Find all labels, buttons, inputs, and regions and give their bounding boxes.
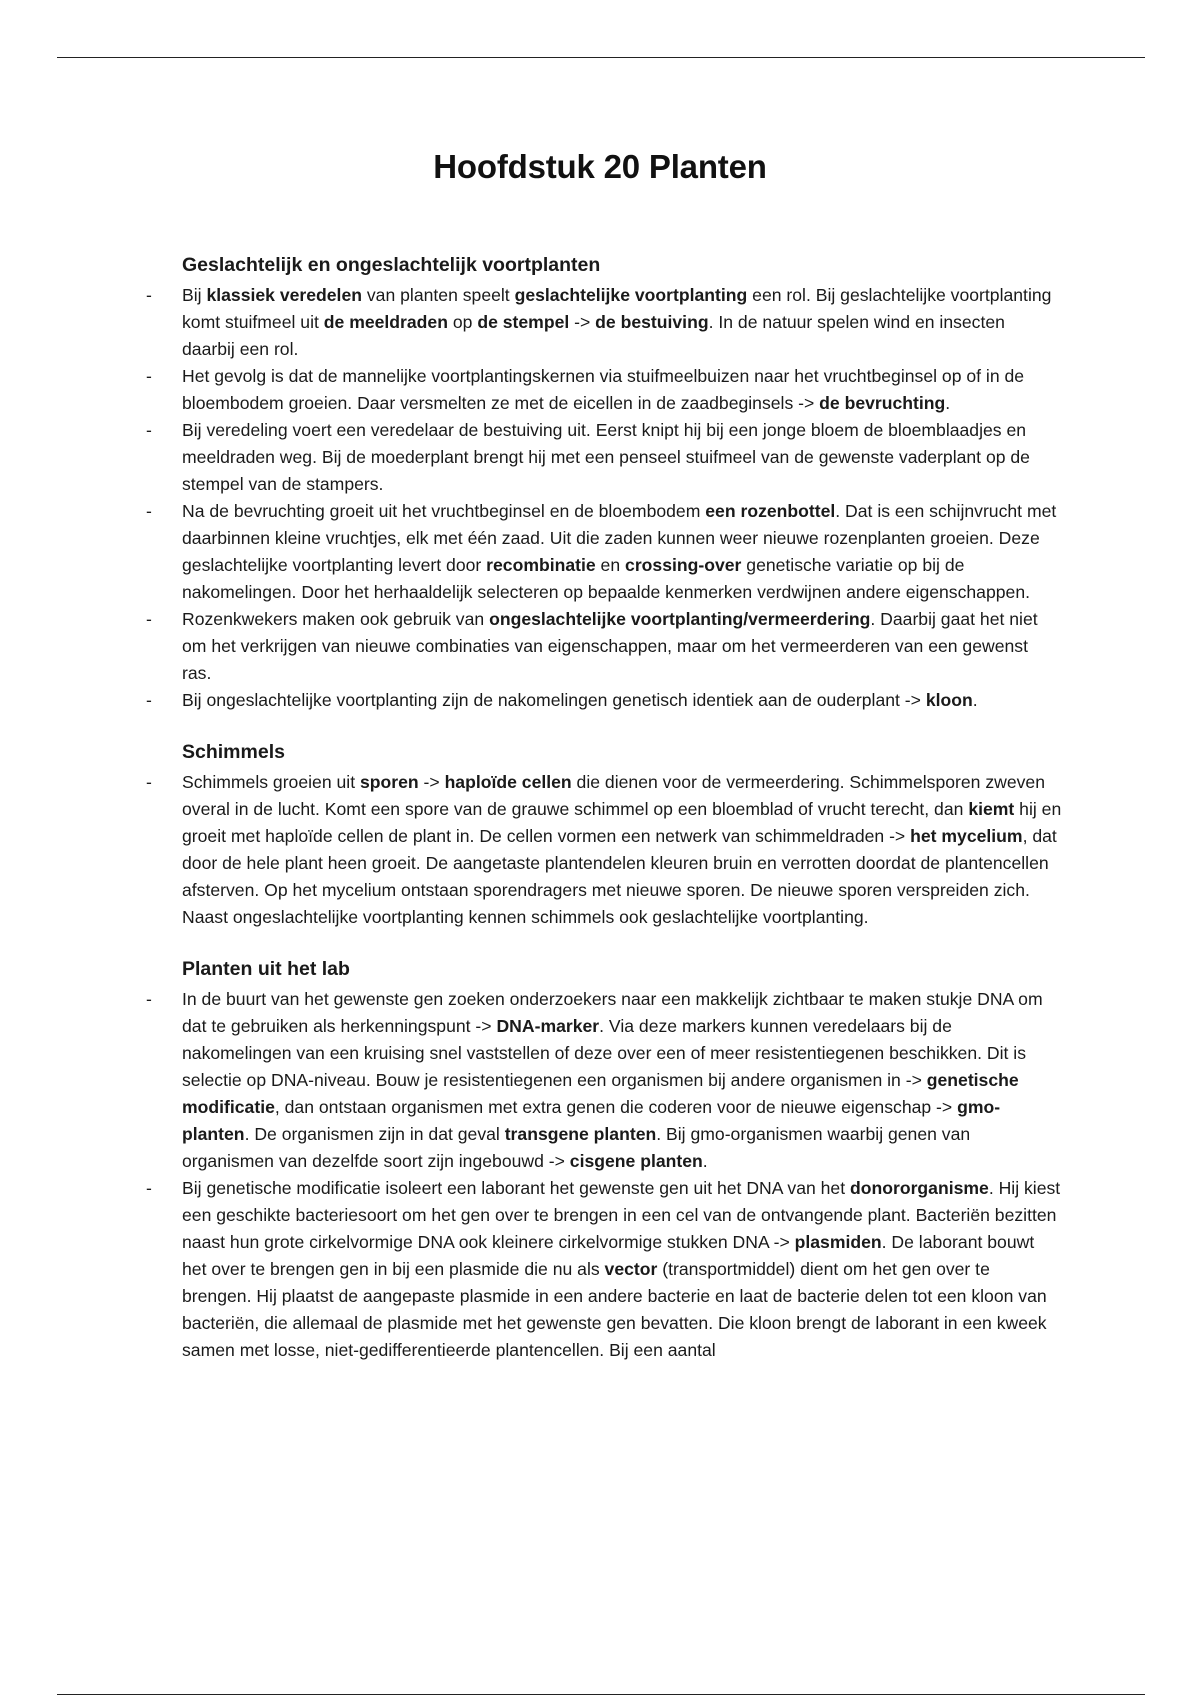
bold-term: genetische modificatie bbox=[182, 1070, 1019, 1117]
bullet-dash: - bbox=[146, 366, 152, 386]
bullet-item bbox=[146, 417, 1062, 498]
bold-term: een rozenbottel bbox=[705, 501, 836, 521]
text-run: . Bij gmo-organismen waarbij genen van organismen van dezelfde soort zijn ingebouwd -> bbox=[182, 1124, 971, 1171]
bold-term: de stempel bbox=[477, 312, 570, 332]
bold-term: de meeldraden bbox=[323, 312, 448, 332]
page-title: Hoofdstuk 20 Planten bbox=[433, 148, 767, 185]
bold-term: kloon bbox=[925, 690, 973, 710]
text-run: Rozenkwekers maken ook gebruik van bbox=[182, 609, 490, 629]
text-run: . De laborant bouwt het over te brengen gen in bij een plasmide die nu als bbox=[182, 1232, 1035, 1279]
bold-term: cisgene planten bbox=[569, 1151, 703, 1171]
bullet-dash: - bbox=[146, 609, 152, 629]
bold-term: klassiek veredelen bbox=[206, 285, 362, 305]
section bbox=[146, 737, 1062, 931]
bullet-item bbox=[146, 363, 1062, 417]
section-heading: Planten uit het lab bbox=[182, 958, 350, 980]
text-run: , dan ontstaan organismen met extra genen die coderen voor de nieuwe eigenschap -> bbox=[274, 1097, 958, 1117]
text-run: Het gevolg is dat de mannelijke voortplantingskernen via stuifmeelbuizen naar het vruchtbeginsel op of in de bloembodem groeien. Daar versmelten ze met de eicellen in de zaadbeginsels -> bbox=[182, 366, 1025, 413]
bullet-item bbox=[146, 687, 1062, 714]
text-run: -> bbox=[569, 312, 596, 332]
document-body bbox=[146, 250, 1062, 1364]
bold-term: ongeslachtelijke voortplanting/vermeerdering bbox=[489, 609, 871, 629]
section-heading: Schimmels bbox=[182, 741, 285, 763]
text-run: op bbox=[447, 312, 478, 332]
bold-term: de bestuiving bbox=[595, 312, 709, 332]
bold-term: transgene planten bbox=[504, 1124, 657, 1144]
bold-term: kiemt bbox=[968, 799, 1015, 819]
text-run: Bij genetische modificatie isoleert een laborant het gewenste gen uit het DNA van het bbox=[182, 1178, 850, 1198]
bullet-item bbox=[146, 769, 1062, 931]
bold-term: gmo-planten bbox=[182, 1097, 1001, 1144]
text-run: , dat door de hele plant heen groeit. De aangetaste plantendelen kleuren bruin en verrotten doordat de plantencellen afsterven. Op het mycelium ontstaan sporendragers met nieuwe sporen. De nieuwe sporen verspreiden zich. Naast ongeslachtelijke voortplanting kennen schimmels ook geslachtelijke voortplanting. bbox=[182, 826, 1057, 927]
bold-term: geslachtelijke voortplanting bbox=[514, 285, 748, 305]
text-run: -> bbox=[418, 772, 445, 792]
bullet-dash: - bbox=[146, 690, 152, 710]
text-run: Bij ongeslachtelijke voortplanting zijn de nakomelingen genetisch identiek aan de ouderplant -> bbox=[182, 690, 926, 710]
bold-term: de bevruchting bbox=[819, 393, 946, 413]
text-run: In de buurt van het gewenste gen zoeken onderzoekers naar een makkelijk zichtbaar te maken stukje DNA om dat te gebruiken als herkenningspunt -> bbox=[182, 989, 1043, 1036]
bold-term: plasmiden bbox=[794, 1232, 882, 1252]
bold-term: DNA-marker bbox=[496, 1016, 600, 1036]
text-run: en bbox=[595, 555, 626, 575]
text-run: Bij veredeling voert een veredelaar de bestuiving uit. Eerst knipt hij bij een jonge bloem de bloemblaadjes en meeldraden weg. Bij de moederplant brengt hij met een penseel stuifmeel van de gewenste vaderplant op de stempel van de stampers. bbox=[182, 420, 1030, 494]
text-run: . bbox=[945, 393, 951, 413]
text-run: Bij bbox=[182, 285, 207, 305]
bullet-dash: - bbox=[146, 989, 152, 1009]
bullet-dash: - bbox=[146, 285, 152, 305]
text-run: . Daarbij gaat het niet om het verkrijgen van nieuwe combinaties van eigenschappen, maar om het vermeerderen van een gewenst ras. bbox=[182, 609, 1038, 683]
bold-term: recombinatie bbox=[486, 555, 596, 575]
text-run: Na de bevruchting groeit uit het vruchtbeginsel en de bloembodem bbox=[182, 501, 706, 521]
bold-term: haploïde cellen bbox=[444, 772, 572, 792]
bold-term: vector bbox=[604, 1259, 658, 1279]
bold-term: crossing-over bbox=[625, 555, 742, 575]
bold-term: het mycelium bbox=[910, 826, 1023, 846]
header-rule bbox=[57, 57, 1145, 58]
text-run: . De organismen zijn in dat geval bbox=[244, 1124, 505, 1144]
bold-term: sporen bbox=[359, 772, 419, 792]
bullet-item bbox=[146, 986, 1062, 1175]
text-run: hij en groeit met haploïde cellen de plant in. De cellen vormen een netwerk van schimmeldraden -> bbox=[182, 799, 1062, 846]
text-run: . Dat is een schijnvrucht met daarbinnen kleine vruchtjes, elk met één zaad. Uit die zaden kunnen weer nieuwe rozenplanten groeien. Deze geslachtelijke voortplanting levert door bbox=[182, 501, 1057, 575]
section-heading: Geslachtelijk en ongeslachtelijk voortplanten bbox=[182, 254, 601, 276]
text-run: . Hij kiest een geschikte bacteriesoort om het gen over te brengen in een cel van de ontvangende plant. Bacteriën bezitten naast hun grote cirkelvormige DNA ook kleinere cirkelvormige stukken DNA -> bbox=[182, 1178, 1061, 1252]
bullet-item bbox=[146, 1175, 1062, 1364]
bullet-item bbox=[146, 606, 1062, 687]
text-run: die dienen voor de vermeerdering. Schimmelsporen zweven overal in de lucht. Komt een spore van de grauwe schimmel op een bloemblad of vrucht terecht, dan bbox=[182, 772, 1045, 819]
bullet-item bbox=[146, 282, 1062, 363]
footer-rule bbox=[57, 1694, 1145, 1695]
text-run: . Via deze markers kunnen veredelaars bij de nakomelingen van een kruising snel vaststellen of deze over een of meer resistentiegenen beschikken. Dit is selectie op DNA-niveau. Bouw je resistentiegenen een organismen bij andere organismen in -> bbox=[182, 1016, 1027, 1090]
text-run: Schimmels groeien uit bbox=[182, 772, 360, 792]
section bbox=[146, 954, 1062, 1364]
bold-term: donororganisme bbox=[850, 1178, 989, 1198]
text-run: . In de natuur spelen wind en insecten daarbij een rol. bbox=[182, 312, 1005, 359]
text-run: . bbox=[972, 690, 978, 710]
text-run: . bbox=[702, 1151, 708, 1171]
bullet-dash: - bbox=[146, 420, 152, 440]
text-run: een rol. Bij geslachtelijke voortplanting komt stuifmeel uit bbox=[182, 285, 1052, 332]
text-run: genetische variatie op bij de nakomelingen. Door het herhaaldelijk selecteren op bepaalde kenmerken verdwijnen andere eigenschappen. bbox=[182, 555, 1030, 602]
bullet-dash: - bbox=[146, 501, 152, 521]
section bbox=[146, 250, 1062, 714]
bullet-item bbox=[146, 498, 1062, 606]
bullet-dash: - bbox=[146, 772, 152, 792]
bullet-dash: - bbox=[146, 1178, 152, 1198]
text-run: van planten speelt bbox=[361, 285, 515, 305]
text-run: (transportmiddel) dient om het gen over te brengen. Hij plaatst de aangepaste plasmide in een andere bacterie en laat de bacterie delen tot een kloon van bacteriën, die allemaal de plasmide met het gewenste gen bevatten. Die kloon brengt de laborant in een kweek samen met losse, niet-gedifferentieerde plantencellen. Bij een aantal bbox=[182, 1259, 1047, 1360]
